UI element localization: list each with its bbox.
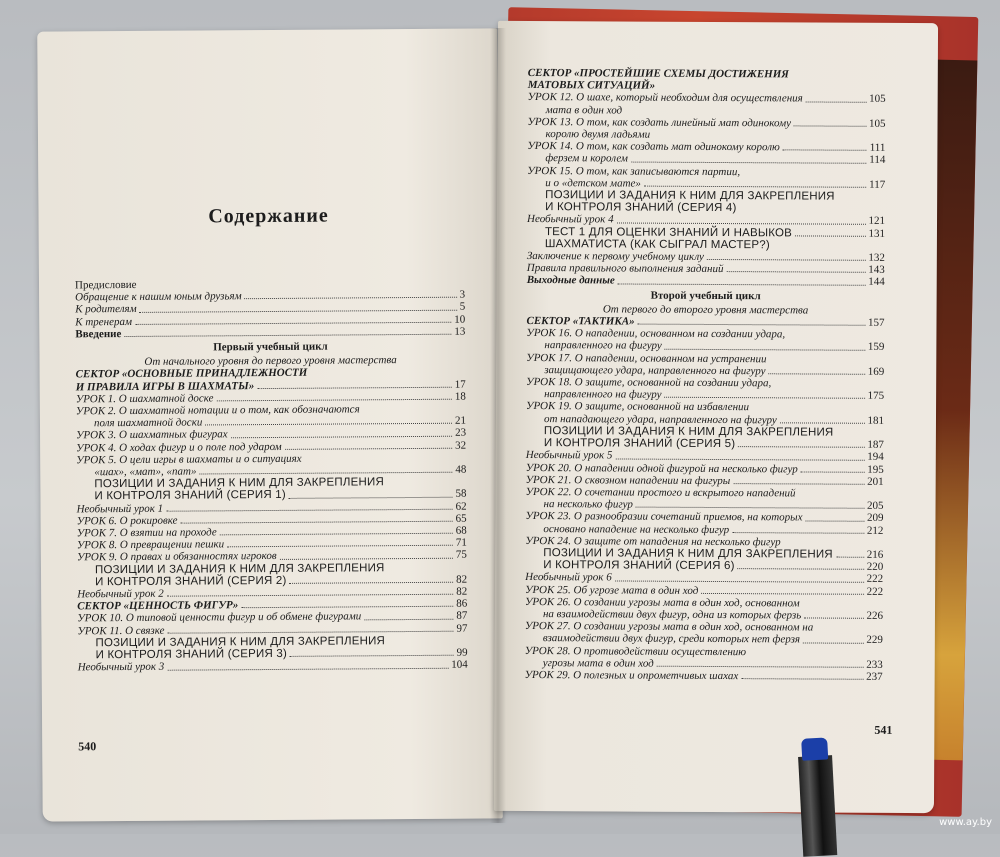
toc-page-number: 105 xyxy=(869,93,886,106)
toc-entry-title: УРОК 29. О полезных и опрометчивых шахах xyxy=(524,668,739,683)
toc-page-number: 233 xyxy=(866,658,883,671)
toc-dot-leader xyxy=(124,334,451,337)
toc-dot-leader xyxy=(290,582,454,584)
toc-page-number: 187 xyxy=(867,438,884,451)
pen-icon xyxy=(797,737,837,849)
right-toc-list xyxy=(525,67,886,683)
toc-dot-leader xyxy=(618,283,865,285)
toc-entry-title: И КОНТРОЛЯ ЗНАНИЙ (СЕРИЯ 3) xyxy=(95,647,288,662)
toc-entry-title: от нападающего удара, направленного на фигуру xyxy=(543,412,777,427)
toc-entry-title: Необычный урок 1 xyxy=(76,502,164,516)
toc-entry-title: И КОНТРОЛЯ ЗНАНИЙ (СЕРИЯ 6) xyxy=(543,559,735,573)
toc-dot-leader xyxy=(257,387,451,389)
toc-entry-title: УРОК 6. О рокировке xyxy=(76,514,178,528)
toc-entry-title: «шах», «мат», «пат» xyxy=(94,465,197,479)
toc-page-number: 58 xyxy=(455,488,467,501)
toc-page-number: 82 xyxy=(456,573,468,586)
toc-page-number: 87 xyxy=(456,610,468,623)
toc-page-number: 117 xyxy=(869,178,886,191)
toc-entry-title: ТЕСТ 1 ДЛЯ ОЦЕНКИ ЗНАНИЙ И НАВЫКОВ xyxy=(544,225,793,240)
toc-entry-title: Необычный урок 4 xyxy=(527,213,614,226)
toc-entry-title: СЕКТОР «ТАКТИКА» xyxy=(526,315,635,328)
toc-page-number: 18 xyxy=(454,390,466,403)
toc-dot-leader xyxy=(636,507,864,509)
toc-entry-title: угрозы мата в один ход xyxy=(542,656,654,670)
toc-page-number: 82 xyxy=(456,585,468,598)
toc-entry-title: УРОК 11. О связке xyxy=(77,624,165,638)
toc-page-number: 212 xyxy=(866,524,884,537)
toc-page-number: 222 xyxy=(866,585,884,598)
toc-entry-title: К тренерам xyxy=(75,315,133,328)
toc-entry xyxy=(75,325,465,340)
toc-dot-leader xyxy=(135,322,451,325)
toc-entry-title: УРОК 12. О шахе, который необходим для осуществления xyxy=(527,91,803,105)
toc-page-number: 111 xyxy=(869,142,886,155)
toc-entry-title: УРОК 13. О том, как создать линейный мат одинокому xyxy=(527,115,792,130)
toc-dot-leader xyxy=(726,272,865,274)
toc-page-number: 21 xyxy=(454,414,467,427)
toc-entry-title: Необычный урок 2 xyxy=(77,587,164,601)
toc-page-number: 10 xyxy=(454,313,466,326)
toc-dot-leader xyxy=(665,397,865,399)
toc-dot-leader xyxy=(167,594,453,597)
toc-dot-leader xyxy=(733,483,864,485)
toc-page-number: 181 xyxy=(867,414,885,427)
toc-page-number: 216 xyxy=(866,548,884,561)
toc-entry-title: Необычный урок 6 xyxy=(525,571,612,584)
toc-dot-leader xyxy=(280,557,453,559)
toc-page-number: 201 xyxy=(867,475,884,488)
toc-entry-title: защищающего удара, направленного на фигуру xyxy=(544,363,766,378)
toc-dot-leader xyxy=(140,309,457,312)
toc-dot-leader xyxy=(836,557,864,558)
toc-entry-title: УРОК 7. О взятии на проходе xyxy=(76,526,217,540)
toc-page-number: 222 xyxy=(866,573,884,586)
toc-dot-leader xyxy=(166,509,452,512)
toc-entry-line: СЕКТОР «ПРОСТЕЙШИЕ СХЕМЫ ДОСТИЖЕНИЯ xyxy=(527,67,789,81)
toc-dot-leader xyxy=(769,373,865,375)
toc-dot-leader xyxy=(289,496,453,498)
toc-entry-title: направленного на фигуру xyxy=(544,339,662,353)
toc-entry-title: ферзем и королем xyxy=(545,152,629,165)
toc-cycle-heading: От начального уровня до первого уровня мастерства xyxy=(144,354,397,369)
toc-cycle-heading: Второй учебный цикл xyxy=(650,289,761,302)
toc-dot-leader xyxy=(231,435,452,438)
toc-section-heading: Предисловие xyxy=(74,278,137,292)
toc-dot-leader xyxy=(285,448,452,450)
page-number-right: 541 xyxy=(874,722,893,737)
toc-page-number: 32 xyxy=(455,439,467,452)
toc-entry-title: Обращение к нашим юным друзьям xyxy=(75,290,242,304)
toc-entry-line: ШАХМАТИСТА (КАК СЫГРАЛ МАСТЕР?) xyxy=(544,237,770,252)
toc-dot-leader xyxy=(644,186,866,188)
toc-entry-title: на несколько фигур xyxy=(543,498,633,511)
toc-page-number: 3 xyxy=(459,288,466,301)
toc-entry-line: УРОК 26. О создании угрозы мата в один ход, основанном xyxy=(524,595,800,610)
toc-page-number: 104 xyxy=(451,658,468,672)
toc-dot-leader xyxy=(227,545,453,548)
toc-dot-leader xyxy=(220,533,453,536)
book-gutter-shadow xyxy=(490,28,506,823)
toc-dot-leader xyxy=(364,618,453,620)
toc-entry-title: И КОНТРОЛЯ ЗНАНИЙ (СЕРИЯ 2) xyxy=(95,574,287,589)
toc-page-number: 132 xyxy=(868,251,885,264)
toc-dot-leader xyxy=(241,606,453,608)
toc-entry-line: И КОНТРОЛЯ ЗНАНИЙ (СЕРИЯ 4) xyxy=(545,201,737,215)
toc-entry-line: СЕКТОР «ОСНОВНЫЕ ПРИНАДЛЕЖНОСТИ xyxy=(75,367,308,381)
toc-page-number: 114 xyxy=(869,154,886,167)
toc-entry-title: И КОНТРОЛЯ ЗНАНИЙ (СЕРИЯ 1) xyxy=(94,489,286,503)
toc-entry xyxy=(78,659,468,674)
toc-entry-line: ПОЗИЦИИ И ЗАДАНИЯ К НИМ ДЛЯ ЗАКРЕПЛЕНИЯ xyxy=(94,476,384,491)
toc-entry-title: УРОК 25. Об угрозе мата в один ход xyxy=(525,583,699,597)
toc-page-number: 99 xyxy=(456,646,468,659)
toc-dot-leader xyxy=(615,458,864,460)
toc-dot-leader xyxy=(738,446,864,448)
toc-page-number: 226 xyxy=(866,609,883,622)
toc-entry-title: Выходные данные xyxy=(526,274,615,287)
toc-dot-leader xyxy=(738,568,864,570)
toc-page-number: 105 xyxy=(869,117,886,130)
toc-page-number: 205 xyxy=(867,499,884,512)
right-page xyxy=(494,21,938,813)
toc-page-number: 68 xyxy=(455,524,467,537)
toc-page-number: 175 xyxy=(867,390,885,403)
toc-entry-line: ПОЗИЦИИ И ЗАДАНИЯ К НИМ ДЛЯ ЗАКРЕПЛЕНИЯ xyxy=(95,635,386,650)
toc-entry-title: УРОК 23. О разнообразии сочетаний приемов, на которых xyxy=(525,510,803,524)
toc-dot-leader xyxy=(804,618,863,619)
toc-entry-title: направленного на фигуру xyxy=(544,388,662,401)
toc-entry-title: УРОК 20. О нападении одной фигурой на несколько фигур xyxy=(525,461,798,475)
toc-dot-leader xyxy=(732,532,864,534)
toc-dot-leader xyxy=(780,422,865,423)
toc-dot-leader xyxy=(205,423,452,426)
toc-page-number: 229 xyxy=(866,634,883,647)
toc-dot-leader xyxy=(217,399,452,402)
toc-entry-line: УРОК 17. О нападении, основанном на устранении xyxy=(526,351,767,365)
toc-entry-title: Заключение к первому учебному циклу xyxy=(526,250,704,263)
toc-dot-leader xyxy=(665,348,865,350)
toc-page-number: 75 xyxy=(455,549,467,562)
toc-page-number: 121 xyxy=(868,215,886,228)
toc-dot-leader xyxy=(741,678,863,680)
toc-entry xyxy=(525,669,883,683)
toc-page-number: 143 xyxy=(868,264,885,277)
toc-page-number: 23 xyxy=(455,427,467,440)
toc-dot-leader xyxy=(167,631,453,634)
toc-cycle-heading: Первый учебный цикл xyxy=(213,340,328,354)
toc-entry-title: И ПРАВИЛА ИГРЫ В ШАХМАТЫ» xyxy=(75,379,255,393)
toc-entry-title: и о «детском мате» xyxy=(545,176,641,190)
toc-entry-line: ПОЗИЦИИ И ЗАДАНИЯ К НИМ ДЛЯ ЗАКРЕПЛЕНИЯ xyxy=(545,189,835,203)
toc-cycle-heading: От первого до второго уровня мастерства xyxy=(602,303,809,317)
toc-entry-line: УРОК 2. О шахматной нотации и о том, как обозначаются xyxy=(75,403,360,418)
toc-title: Содержание xyxy=(208,204,329,228)
toc-entry-title: Необычный урок 3 xyxy=(77,661,165,674)
toc-entry-title: УРОК 10. О типовой ценности фигур и об обмене фигурами xyxy=(77,610,362,625)
toc-page-number: 237 xyxy=(866,670,883,683)
toc-page-number: 86 xyxy=(456,597,468,610)
toc-page-number: 169 xyxy=(867,365,885,378)
toc-page-number: 5 xyxy=(459,301,466,314)
toc-page-number: 159 xyxy=(867,341,885,354)
toc-page-number: 220 xyxy=(866,560,884,574)
toc-entry-title: Правила правильного выполнения заданий xyxy=(526,262,724,276)
toc-page-number: 71 xyxy=(455,536,467,549)
toc-entry-title: И КОНТРОЛЯ ЗНАНИЙ (СЕРИЯ 5) xyxy=(543,437,736,451)
toc-entry-line: УРОК 19. О защите, основанной на избавлении xyxy=(526,400,750,414)
toc-entry-title: Необычный урок 5 xyxy=(525,449,613,462)
toc-page-number: 144 xyxy=(868,276,885,289)
toc-entry-line: УРОК 24. О защите от нападения на несколько фигур xyxy=(525,534,781,549)
toc-dot-leader xyxy=(806,101,866,102)
toc-entry-line: УРОК 16. О нападении, основанном на создании удара, xyxy=(526,327,786,341)
toc-entry-title: УРОК 9. О правах и обязанностях игроков xyxy=(76,550,277,564)
toc-entry-line: ПОЗИЦИИ И ЗАДАНИЯ К НИМ ДЛЯ ЗАКРЕПЛЕНИЯ xyxy=(543,424,834,439)
toc-entry-line: мата в один ход xyxy=(545,103,623,117)
toc-dot-leader xyxy=(795,235,865,236)
toc-page-number: 65 xyxy=(455,512,467,525)
toc-page-number: 194 xyxy=(867,451,884,464)
toc-dot-leader xyxy=(707,259,865,261)
toc-entry-title: поля шахматной доски xyxy=(93,416,203,430)
left-toc-list xyxy=(75,277,468,674)
toc-dot-leader xyxy=(701,593,863,595)
toc-entry-line: ПОЗИЦИИ И ЗАДАНИЯ К НИМ ДЛЯ ЗАКРЕПЛЕНИЯ xyxy=(94,561,385,576)
toc-entry-line: МАТОВЫХ СИТУАЦИЙ» xyxy=(527,79,656,92)
toc-entry-title: УРОК 1. О шахматной доске xyxy=(75,392,214,406)
toc-dot-leader xyxy=(181,521,453,524)
toc-entry-title: УРОК 3. О шахматных фигурах xyxy=(76,428,228,442)
toc-dot-leader xyxy=(801,471,865,472)
toc-entry-title: на взаимодействии двух фигур, одна из которых ферзь xyxy=(542,608,802,622)
toc-entry-title: основано нападение на несколько фигур xyxy=(543,522,730,536)
toc-page-number: 195 xyxy=(867,463,884,476)
toc-entry-title: Введение xyxy=(75,327,122,341)
toc-page-number: 209 xyxy=(866,512,884,525)
toc-entry-line: УРОК 5. О цели игры в шахматы и о ситуациях xyxy=(76,452,302,467)
toc-entry-title: ПОЗИЦИИ И ЗАДАНИЯ К НИМ ДЛЯ ЗАКРЕПЛЕНИЯ xyxy=(543,547,833,561)
left-page xyxy=(37,28,503,821)
toc-entry-line: королю двумя ладьями xyxy=(545,128,651,141)
toc-dot-leader xyxy=(290,655,454,657)
toc-dot-leader xyxy=(638,324,865,326)
toc-entry-line: УРОК 18. О защите, основанной на создании удара, xyxy=(526,376,772,390)
toc-entry-title: К родителям xyxy=(75,303,137,316)
toc-dot-leader xyxy=(617,222,866,224)
toc-page-number: 17 xyxy=(454,378,466,391)
toc-dot-leader xyxy=(783,150,867,151)
toc-page-number: 13 xyxy=(454,325,466,338)
toc-entry-line: УРОК 22. О сочетании простого и вскрытого нападений xyxy=(525,485,796,500)
toc-entry-title: УРОК 8. О превращении пешки xyxy=(76,538,225,552)
toc-dot-leader xyxy=(199,472,452,475)
toc-page-number: 97 xyxy=(456,622,468,635)
toc-dot-leader xyxy=(245,297,457,299)
toc-entry-line: УРОК 27. О создании угрозы мата в один ход, основанном на xyxy=(524,620,814,634)
toc-entry-title: взаимодействии двух фигур, среди которых нет ферзя xyxy=(542,632,801,646)
toc-entry-line: УРОК 15. О том, как записываются партии, xyxy=(527,164,741,178)
toc-dot-leader xyxy=(803,642,863,643)
toc-dot-leader xyxy=(806,520,864,521)
toc-entry-title: УРОК 21. О сквозном нападении на фигуры xyxy=(525,473,731,487)
toc-dot-leader xyxy=(657,666,863,668)
toc-dot-leader xyxy=(615,580,864,582)
toc-entry-title: УРОК 4. О ходах фигур и о поле под ударом xyxy=(76,440,282,454)
toc-page-number: 157 xyxy=(867,316,885,329)
toc-page-number: 48 xyxy=(455,463,467,476)
toc-page-number: 62 xyxy=(455,500,467,513)
toc-entry xyxy=(527,274,885,288)
toc-page-number: 131 xyxy=(868,227,885,240)
toc-dot-leader xyxy=(167,667,448,670)
toc-dot-leader xyxy=(794,125,866,126)
toc-dot-leader xyxy=(631,161,866,163)
watermark: www.ay.by xyxy=(939,817,992,828)
toc-entry-line: УРОК 28. О противодействии осуществлению xyxy=(524,644,747,658)
page-number-left: 540 xyxy=(78,739,97,754)
toc-entry-title: УРОК 14. О том, как создать мат одинокому королю xyxy=(527,140,780,154)
toc-entry-title: СЕКТОР «ЦЕННОСТЬ ФИГУР» xyxy=(77,599,239,613)
